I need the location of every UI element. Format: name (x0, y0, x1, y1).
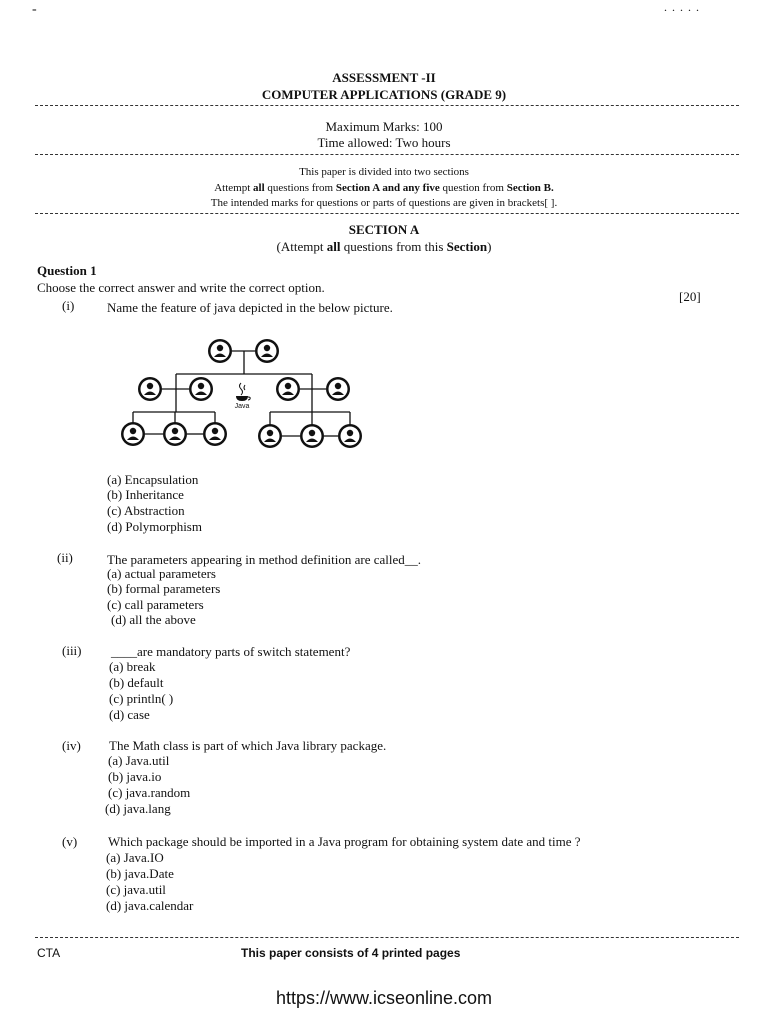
question-number: (v) (62, 834, 78, 849)
instruction-text: Attempt (214, 182, 254, 194)
question-number: (i) (62, 298, 75, 313)
assessment-title: ASSESSMENT -II (332, 70, 436, 85)
option: (d) case (109, 707, 150, 722)
person-icon (326, 377, 350, 401)
question-number: (ii) (57, 550, 73, 565)
option: (a) Java.util (108, 753, 170, 768)
option: (d) java.calendar (106, 898, 194, 913)
divider (35, 105, 739, 106)
section-subtitle-text: questions from this (340, 239, 447, 254)
person-icon (258, 424, 282, 448)
source-url: https://www.icseonline.com (275, 988, 493, 1008)
option: (c) call parameters (107, 597, 204, 612)
instruction-text: questions from (264, 182, 336, 194)
person-icon (255, 339, 279, 363)
option: (c) println( ) (109, 691, 174, 706)
option: (b) default (109, 675, 164, 690)
person-icon (138, 377, 162, 401)
java-logo-icon (235, 383, 251, 410)
subject-title: COMPUTER APPLICATIONS (GRADE 9) (261, 87, 507, 102)
option: (b) Inheritance (107, 487, 184, 502)
section-subtitle-bold: Section (446, 239, 488, 254)
instruction-text-bold: all (253, 182, 265, 194)
java-logo-text: Java (234, 403, 250, 410)
option: (b) formal parameters (107, 581, 221, 596)
time-allowed: Time allowed: Two hours (317, 135, 451, 150)
person-icon (163, 422, 187, 446)
question-marks: [20] (679, 289, 701, 304)
instruction-attempt (0, 182, 768, 194)
section-subtitle-text: ) (487, 239, 492, 254)
option: (c) java.util (106, 882, 166, 897)
question-instruction: Choose the correct answer and write the correct option. (37, 280, 325, 295)
instruction-text-bold: Section A and any five (335, 182, 440, 194)
person-icon (121, 422, 145, 446)
section-subtitle-bold: all (326, 239, 341, 254)
divider (35, 213, 739, 214)
inheritance-diagram (0, 330, 768, 470)
option: (a) actual parameters (107, 566, 216, 581)
max-marks: Maximum Marks: 100 (325, 119, 443, 134)
option: (d) java.lang (105, 801, 171, 816)
question-text: Name the feature of java depicted in the below picture. (107, 300, 393, 315)
question-text: Which package should be imported in a Java program for obtaining system date and time ? (108, 834, 581, 849)
question-text: ____are mandatory parts of switch statement? (111, 644, 351, 659)
divider (35, 154, 739, 155)
instruction-marks: The intended marks for questions or parts of questions are given in brackets[ ]. (210, 197, 558, 209)
section-title: SECTION A (348, 222, 420, 237)
question-label: Question 1 (37, 263, 97, 278)
page-count-note: This paper consists of 4 printed pages (241, 946, 461, 960)
person-icon (276, 377, 300, 401)
question-number: (iv) (62, 738, 81, 753)
option: (c) Abstraction (107, 503, 185, 518)
question-number: (iii) (62, 643, 82, 658)
instruction-text: question from (439, 182, 507, 194)
paper-code: CTA (37, 946, 61, 960)
tree-lines (133, 351, 350, 436)
option: (a) break (109, 659, 156, 674)
question-text: The Math class is part of which Java library package. (109, 738, 387, 753)
instruction-text-bold: Section B. (506, 182, 554, 194)
option: (b) java.Date (106, 866, 174, 881)
person-icon (300, 424, 324, 448)
footer-divider (35, 937, 739, 938)
corner-mark-right: . . . . . (664, 0, 700, 14)
person-icon (208, 339, 232, 363)
question-text: The parameters appearing in method definition are called__. (107, 552, 422, 567)
option: (c) java.random (108, 785, 191, 800)
option: (d) Polymorphism (107, 519, 202, 534)
section-subtitle-text: (Attempt (276, 239, 327, 254)
person-icon (203, 422, 227, 446)
option: (a) Java.IO (106, 850, 164, 865)
section-subtitle (0, 239, 768, 255)
option: (b) java.io (108, 769, 162, 784)
corner-mark-left: - (32, 2, 37, 17)
person-icon (338, 424, 362, 448)
option: (a) Encapsulation (107, 472, 199, 487)
instruction-sections: This paper is divided into two sections (299, 166, 469, 178)
person-icon (189, 377, 213, 401)
option: (d) all the above (111, 612, 196, 627)
